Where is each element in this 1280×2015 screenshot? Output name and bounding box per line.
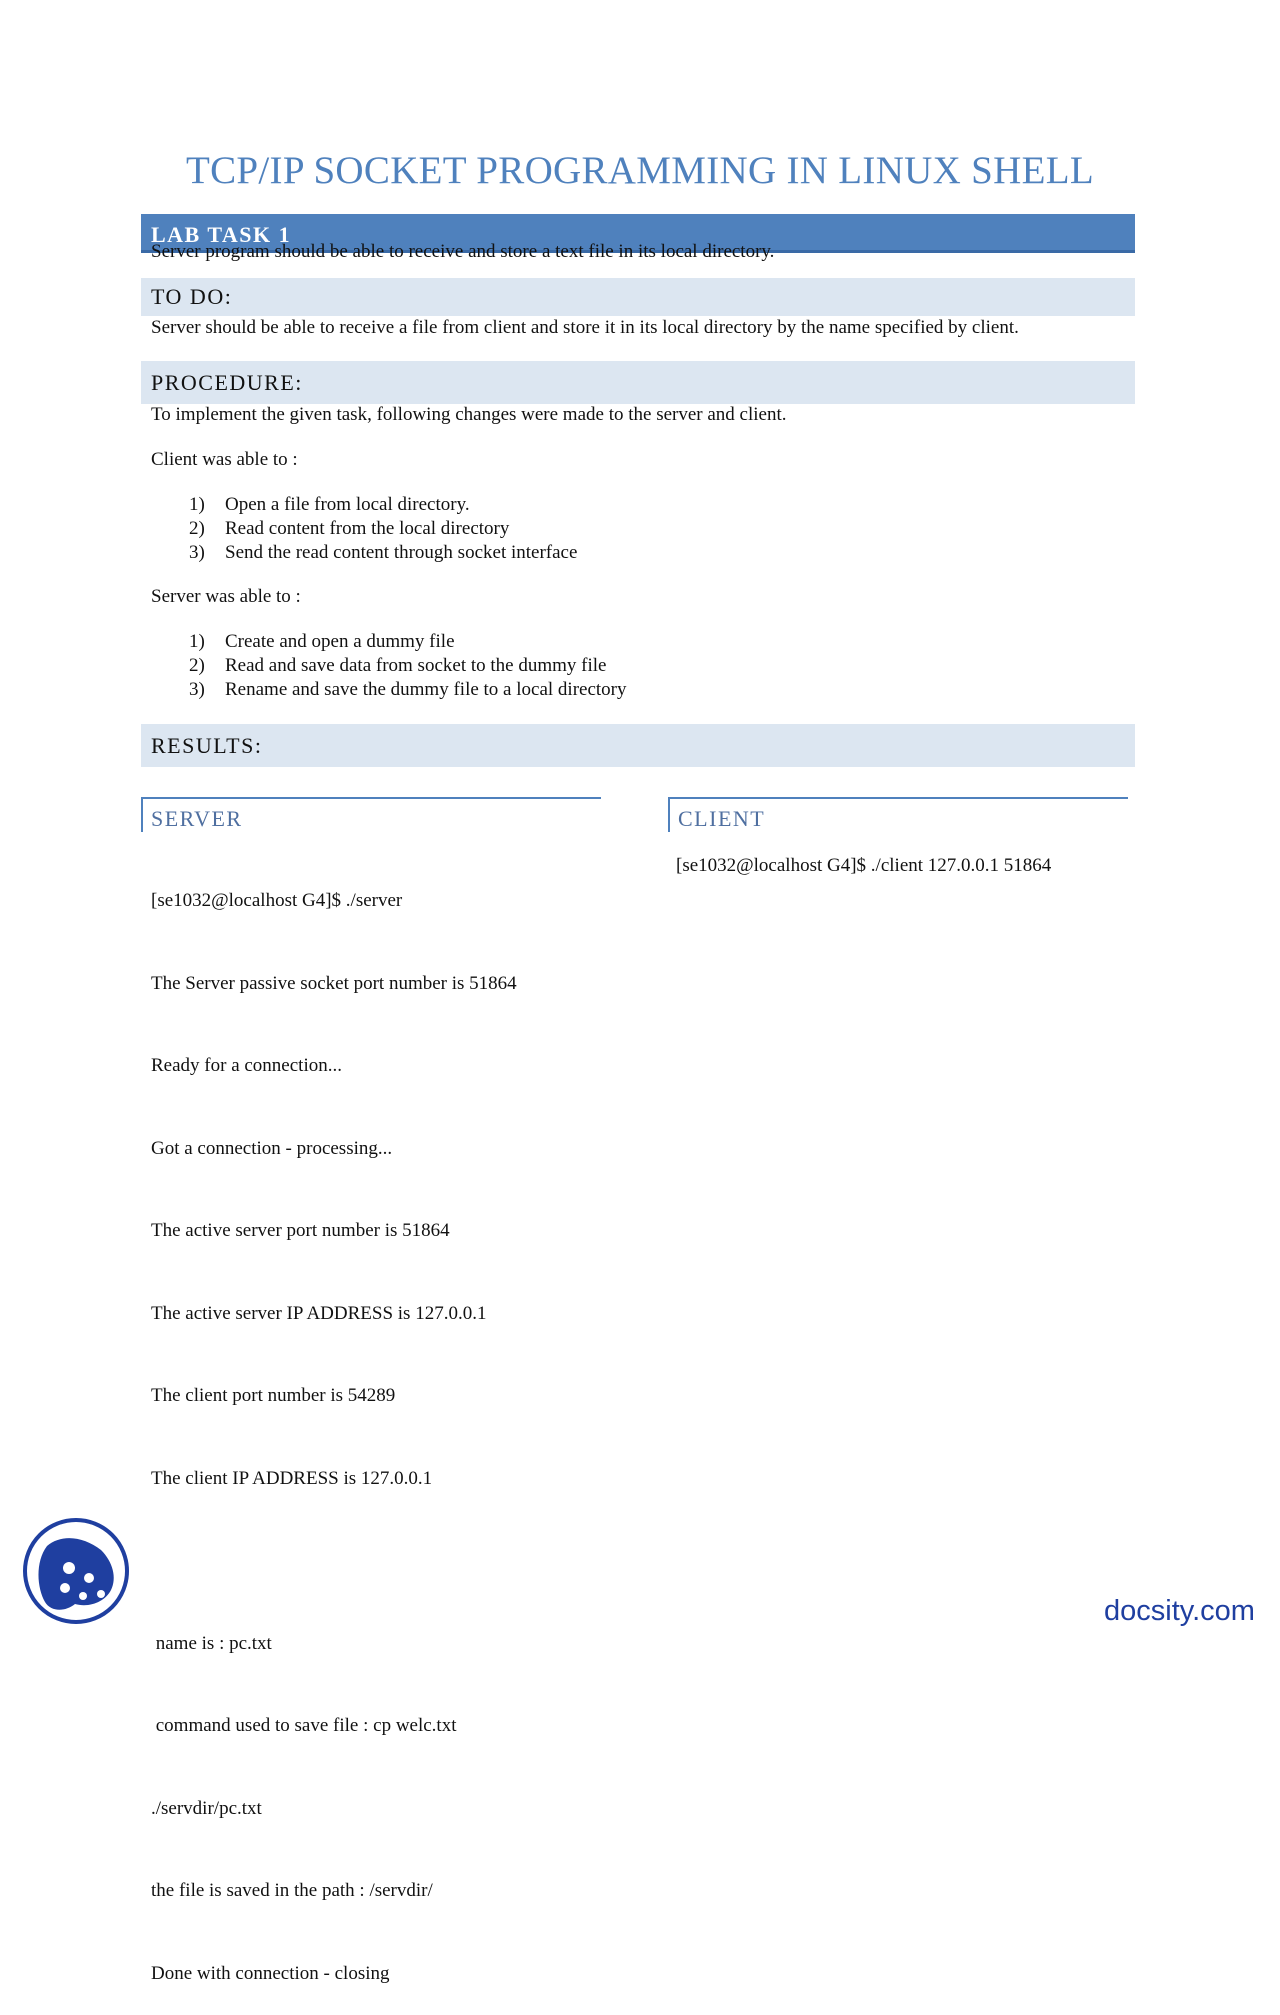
docsity-logo-icon	[21, 1516, 131, 1626]
list-item: 1) Open a file from local directory.	[189, 494, 470, 515]
server-output-line: command used to save file : cp welc.txt	[151, 1715, 457, 1736]
server-output-line: The Server passive socket port number is 51864	[151, 972, 517, 994]
client-column-heading: CLIENT	[668, 797, 1128, 832]
server-column-heading: SERVER	[141, 797, 601, 832]
list-item: 2) Read and save data from socket to the dummy file	[189, 655, 607, 676]
todo-text: Server should be able to receive a file from client and store it in its local directory by the name specified by client.	[151, 317, 1019, 338]
results-heading: RESULTS:	[141, 724, 1135, 767]
lab-task-description: Server program should be able to receive and store a text file in its local directory.	[151, 241, 775, 262]
server-output-line: The active server port number is 51864	[151, 1220, 450, 1241]
server-output-line: ./servdir/pc.txt	[151, 1797, 262, 1819]
server-output	[151, 832, 517, 2015]
server-output-line	[151, 1547, 517, 1575]
document-title: TCP/IP SOCKET PROGRAMMING IN LINUX SHELL	[186, 149, 1094, 192]
docsity-brand-link[interactable]: docsity.com	[1104, 1595, 1255, 1627]
server-output-line: The active server IP ADDRESS is 127.0.0.1	[151, 1302, 487, 1324]
procedure-heading: PROCEDURE:	[141, 361, 1135, 404]
server-output-line: Ready for a connection...	[151, 1055, 342, 1076]
server-abilities-label: Server was able to :	[151, 586, 301, 607]
todo-heading: TO DO:	[141, 278, 1135, 316]
procedure-intro: To implement the given task, following changes were made to the server and client.	[151, 404, 787, 425]
server-output-line: Got a connection - processing...	[151, 1137, 393, 1159]
server-steps-list	[189, 630, 627, 702]
server-output-line: name is : pc.txt	[151, 1632, 272, 1654]
list-item: 3) Rename and save the dummy file to a local directory	[189, 679, 627, 700]
list-item: 1) Create and open a dummy file	[189, 631, 455, 652]
server-output-line: The client IP ADDRESS is 127.0.0.1	[151, 1467, 433, 1489]
server-output-line: the file is saved in the path : /servdir/	[151, 1880, 433, 1901]
server-output-line: Done with connection - closing	[151, 1962, 390, 1984]
client-steps-list	[189, 493, 577, 565]
server-output-line: [se1032@localhost G4]$ ./server	[151, 890, 403, 911]
client-command: [se1032@localhost G4]$ ./client 127.0.0.1 51864	[676, 855, 1052, 876]
list-item: 2) Read content from the local directory	[189, 518, 510, 539]
server-output-line: The client port number is 54289	[151, 1385, 396, 1406]
client-abilities-label: Client was able to :	[151, 449, 298, 470]
list-item: 3) Send the read content through socket interface	[189, 542, 578, 563]
lab-task-heading: LAB TASK 1	[141, 214, 1135, 253]
